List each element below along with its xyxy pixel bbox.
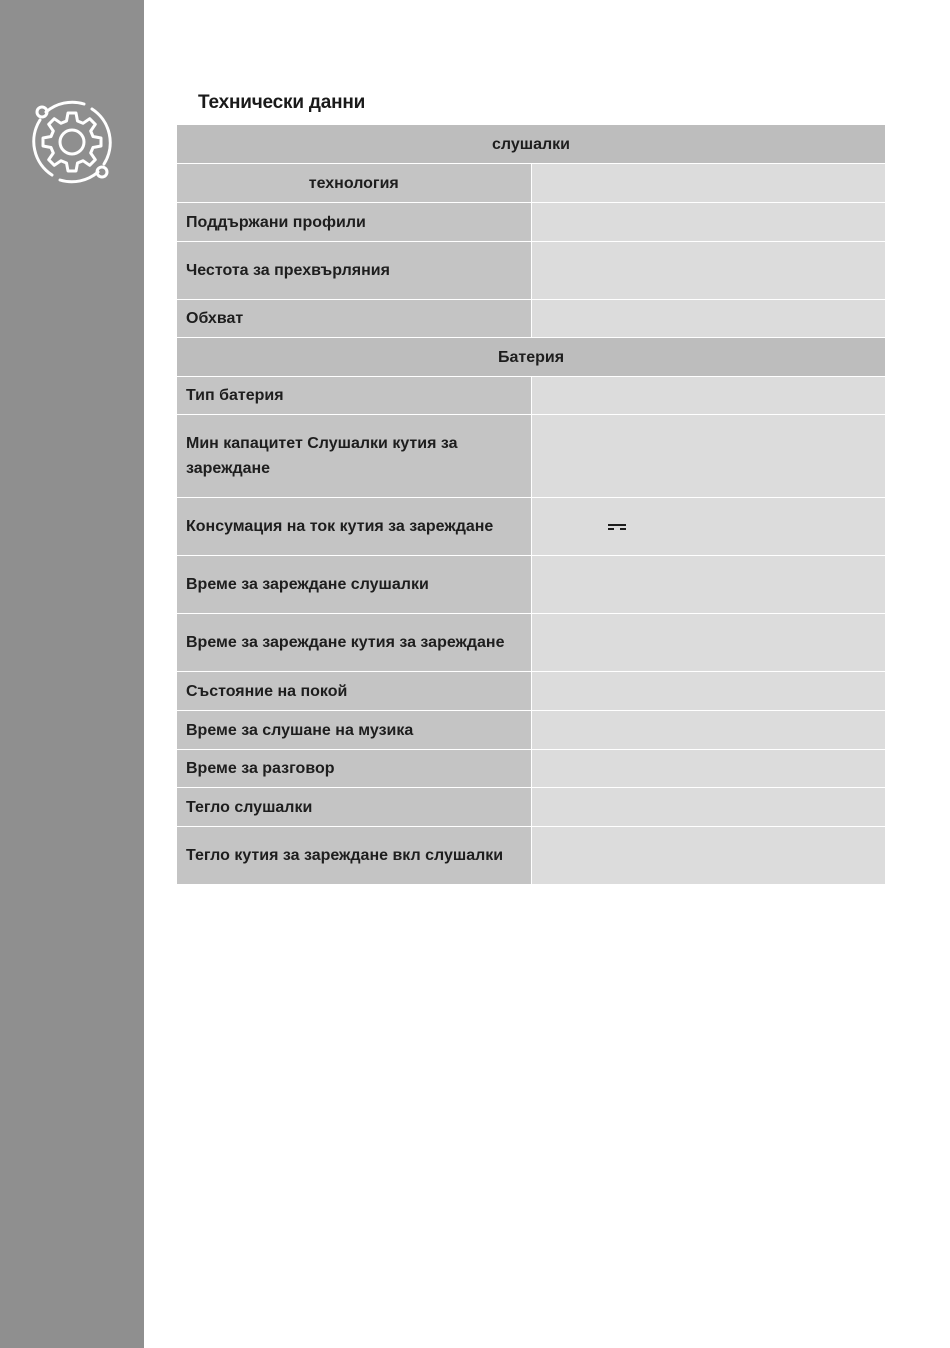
- row-value: [531, 300, 886, 338]
- table-row: [177, 203, 886, 242]
- row-value-technology: [531, 164, 886, 203]
- row-value: [531, 827, 886, 885]
- table-row: [177, 827, 886, 885]
- technical-data-table: [176, 124, 886, 885]
- table-row: [177, 164, 886, 203]
- table-row: [177, 498, 886, 556]
- dc-current-symbol-icon: [608, 523, 626, 531]
- row-value: [531, 750, 886, 788]
- section-header-headphones: слушалки: [177, 125, 886, 164]
- table-row: [177, 750, 886, 788]
- table-row: [177, 415, 886, 498]
- row-label: Състояние на покой: [177, 672, 532, 711]
- row-label: Време за слушане на музика: [177, 711, 532, 750]
- table-row: [177, 242, 886, 300]
- row-label: Тип батерия: [177, 377, 532, 415]
- table-row: [177, 614, 886, 672]
- row-value: [531, 788, 886, 827]
- row-value: [531, 614, 886, 672]
- row-label: Консумация на ток кутия за зареждане: [177, 498, 532, 556]
- row-value: [531, 203, 886, 242]
- row-label: Време за разговор: [177, 750, 532, 788]
- table-row: [177, 300, 886, 338]
- table-row: [177, 672, 886, 711]
- row-label-technology: технология: [177, 164, 532, 203]
- row-value: [531, 711, 886, 750]
- section-row-battery: [177, 338, 886, 377]
- row-label: Честота за прехвърляния: [177, 242, 532, 300]
- row-label: Тегло слушалки: [177, 788, 532, 827]
- row-label: Тегло кутия за зареждане вкл слушалки: [177, 827, 532, 885]
- row-value-with-dc-symbol: [531, 498, 886, 556]
- row-value: [531, 415, 886, 498]
- row-label: Поддържани профили: [177, 203, 532, 242]
- section-header-battery: Батерия: [177, 338, 886, 377]
- table-row: [177, 556, 886, 614]
- row-value: [531, 556, 886, 614]
- table-row: [177, 377, 886, 415]
- row-label: Обхват: [177, 300, 532, 338]
- row-value: [531, 242, 886, 300]
- sidebar-strip: [0, 0, 144, 1348]
- row-value: [531, 672, 886, 711]
- row-value: [531, 377, 886, 415]
- row-label: Мин капацитет Слушалки кутия за зареждане: [177, 415, 532, 498]
- row-label: Време за зареждане слушалки: [177, 556, 532, 614]
- table-row: [177, 788, 886, 827]
- gear-settings-icon: [22, 92, 122, 192]
- page-title: Технически данни: [198, 92, 366, 113]
- table-row: [177, 711, 886, 750]
- section-row-headphones: [177, 125, 886, 164]
- row-label: Време за зареждане кутия за зареждане: [177, 614, 532, 672]
